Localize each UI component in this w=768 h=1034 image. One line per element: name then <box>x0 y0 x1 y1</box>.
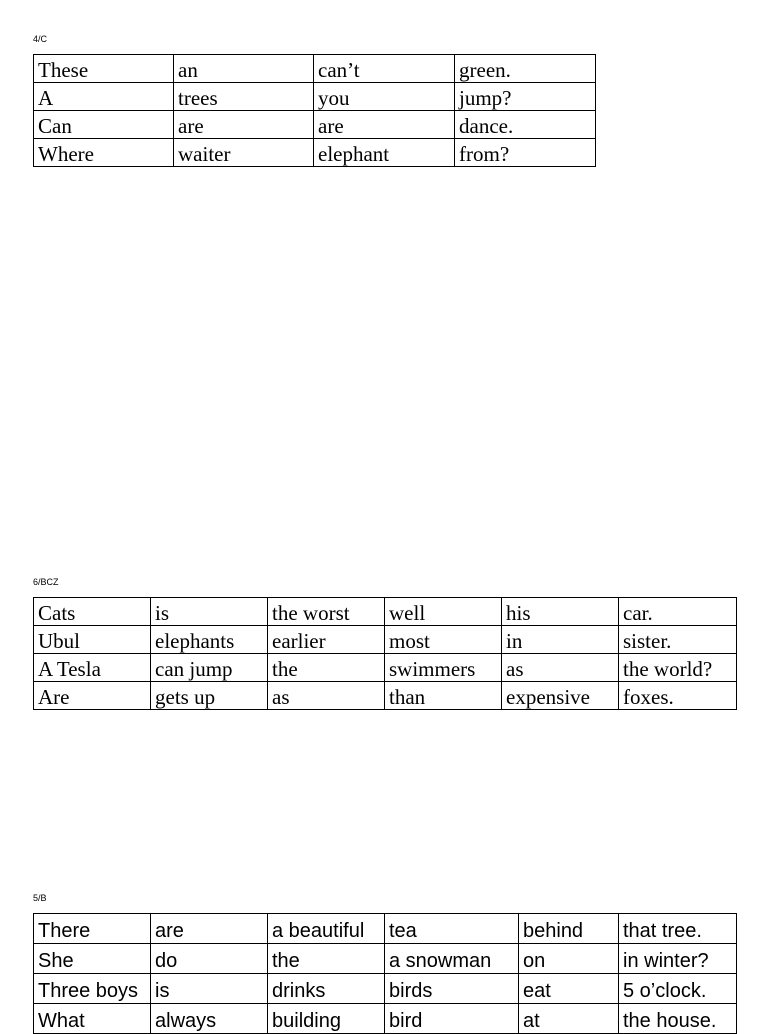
word-table <box>33 913 737 1034</box>
table-cell: She <box>34 944 151 974</box>
table-cell: waiter <box>174 139 314 167</box>
table-cell: earlier <box>268 626 385 654</box>
table-cell: most <box>385 626 502 654</box>
table-cell: is <box>151 974 268 1004</box>
table-cell: well <box>385 598 502 626</box>
section-caption: 5/B <box>33 893 47 903</box>
table-cell: elephant <box>314 139 455 167</box>
table-cell: Are <box>34 682 151 710</box>
table-cell: Where <box>34 139 174 167</box>
table-row <box>34 55 596 83</box>
table-cell: bird <box>385 1004 519 1034</box>
table-cell: birds <box>385 974 519 1004</box>
table-cell: eat <box>519 974 619 1004</box>
table-cell: a beautiful <box>268 914 385 944</box>
table-row <box>34 83 596 111</box>
table-cell: the house. <box>619 1004 737 1034</box>
section-caption: 4/C <box>33 34 48 44</box>
table-row <box>34 598 737 626</box>
table-cell: than <box>385 682 502 710</box>
word-table <box>33 54 596 167</box>
table-cell: in winter? <box>619 944 737 974</box>
table-cell: drinks <box>268 974 385 1004</box>
table-cell: What <box>34 1004 151 1034</box>
table-cell: Cats <box>34 598 151 626</box>
table-cell: a snowman <box>385 944 519 974</box>
table-row <box>34 914 737 944</box>
table-cell: can’t <box>314 55 455 83</box>
table-cell: is <box>151 598 268 626</box>
section-caption: 6/BCZ <box>33 577 59 587</box>
table-cell: car. <box>619 598 737 626</box>
table-cell: A <box>34 83 174 111</box>
table-cell: tea <box>385 914 519 944</box>
table-cell: trees <box>174 83 314 111</box>
table-cell: the worst <box>268 598 385 626</box>
table-cell: always <box>151 1004 268 1034</box>
table-cell: are <box>151 914 268 944</box>
table-cell: foxes. <box>619 682 737 710</box>
table-cell: 5 o’clock. <box>619 974 737 1004</box>
table-row <box>34 682 737 710</box>
table-cell: the <box>268 654 385 682</box>
table-cell: swimmers <box>385 654 502 682</box>
table-cell: elephants <box>151 626 268 654</box>
table-cell: at <box>519 1004 619 1034</box>
table-cell: as <box>268 682 385 710</box>
table-row <box>34 974 737 1004</box>
table-cell: Can <box>34 111 174 139</box>
table-row <box>34 944 737 974</box>
table-cell: the <box>268 944 385 974</box>
table-row <box>34 626 737 654</box>
table-row <box>34 654 737 682</box>
word-table <box>33 597 737 710</box>
table-cell: expensive <box>502 682 619 710</box>
table-cell: A Tesla <box>34 654 151 682</box>
table-cell: you <box>314 83 455 111</box>
table-cell: are <box>314 111 455 139</box>
table-cell: dance. <box>455 111 596 139</box>
table-cell: can jump <box>151 654 268 682</box>
table-cell: green. <box>455 55 596 83</box>
table-cell: Ubul <box>34 626 151 654</box>
table-cell: gets up <box>151 682 268 710</box>
table-cell: These <box>34 55 174 83</box>
table-cell: do <box>151 944 268 974</box>
table-cell: on <box>519 944 619 974</box>
table-cell: as <box>502 654 619 682</box>
table-cell: that tree. <box>619 914 737 944</box>
table-cell: Three boys <box>34 974 151 1004</box>
table-cell: in <box>502 626 619 654</box>
table-cell: behind <box>519 914 619 944</box>
table-row <box>34 111 596 139</box>
table-cell: sister. <box>619 626 737 654</box>
table-cell: There <box>34 914 151 944</box>
table-row <box>34 1004 737 1034</box>
table-cell: his <box>502 598 619 626</box>
table-row <box>34 139 596 167</box>
table-cell: from? <box>455 139 596 167</box>
table-cell: the world? <box>619 654 737 682</box>
table-cell: building <box>268 1004 385 1034</box>
table-cell: jump? <box>455 83 596 111</box>
table-cell: are <box>174 111 314 139</box>
table-cell: an <box>174 55 314 83</box>
